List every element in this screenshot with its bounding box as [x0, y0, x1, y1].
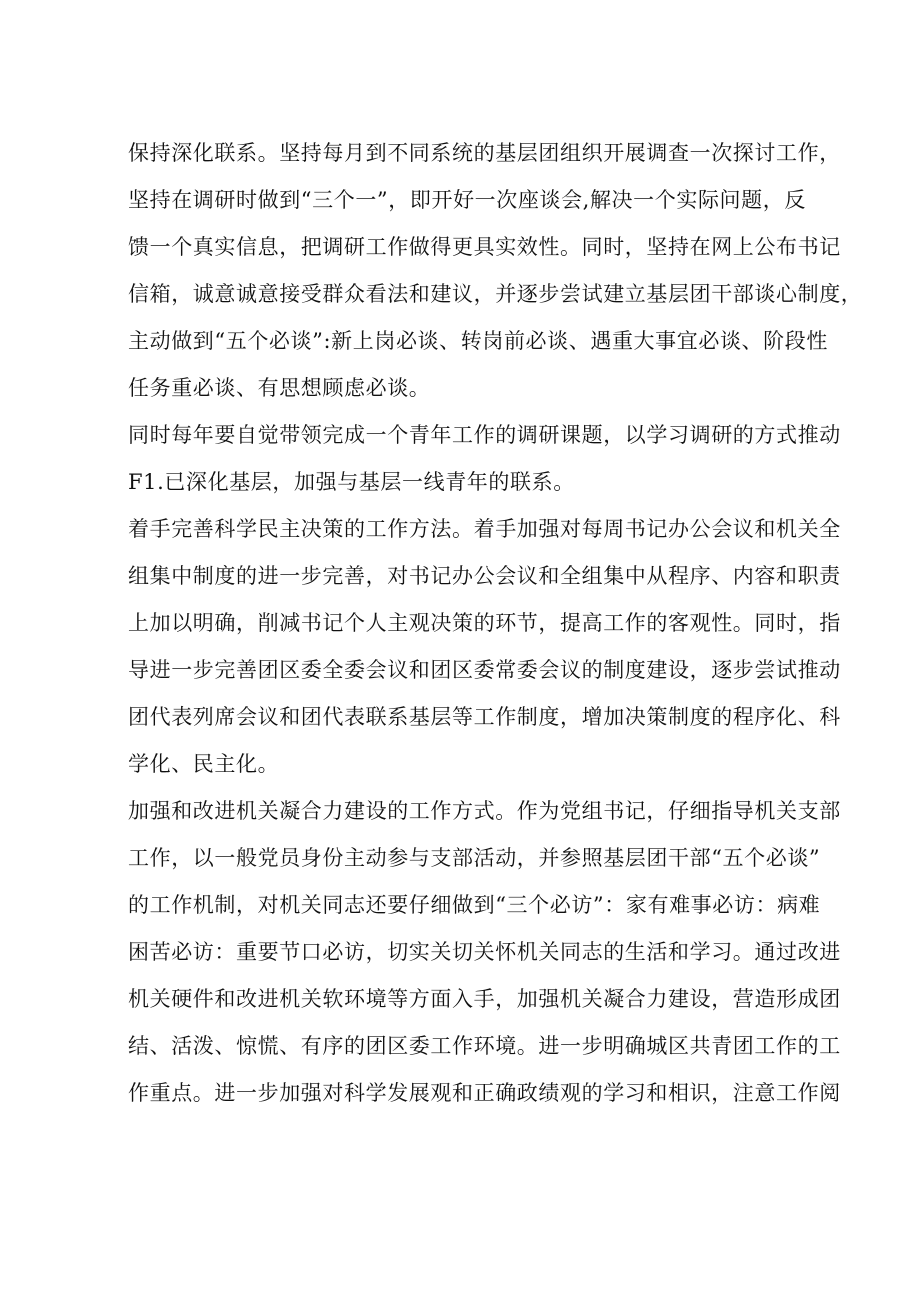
- text-line: 任务重必谈、有思想顾虑必谈。: [128, 376, 431, 400]
- text-line: 上加以明确，削减书记个人主观决策的环节，提高工作的客观性。同时，指: [128, 611, 841, 635]
- text-line: 保持深化联系。坚持每月到不同系统的基层团组织开展调查一次探讨工作，: [128, 141, 841, 165]
- paragraph-decision: [128, 506, 841, 788]
- paragraph-research: [128, 412, 841, 506]
- text-line: 馈一个真实信息，把调研工作做得更具实效性。同时，坚持在网上公布书记: [128, 235, 841, 259]
- text-line: 加强和改进机关凝合力建设的工作方式。作为党组书记，仔细指导机关支部: [128, 799, 841, 823]
- text-line: 结、活泼、惊慌、有序的团区委工作环境。进一步明确城区共青团工作的工: [128, 1034, 841, 1058]
- text-line: F1.已深化基层，加强与基层一线青年的联系。: [128, 470, 575, 494]
- text-line: 机关硬件和改进机关软环境等方面入手，加强机关凝合力建设，营造形成团: [128, 987, 841, 1011]
- text-line: 学化、民主化。: [128, 752, 280, 776]
- paragraph-contact: [128, 130, 863, 412]
- document-page: [128, 130, 863, 1117]
- paragraph-cohesion: [128, 788, 841, 1117]
- text-line: 同时每年要自觉带领完成一个青年工作的调研课题，以学习调研的方式推动: [128, 423, 841, 447]
- text-line: 主动做到“五个必谈”:新上岗必谈、转岗前必谈、遇重大事宜必谈、阶段性: [128, 329, 828, 353]
- text-line: 的工作机制，对机关同志还要仔细做到“三个必访”：家有难事必访：病难: [128, 893, 821, 917]
- text-line: 作重点。进一步加强对科学发展观和正确政绩观的学习和相识，注意工作阅: [128, 1081, 841, 1105]
- text-line: 坚持在调研时做到“三个一”，即开好一次座谈会,解决一个实际问题，反: [128, 188, 806, 212]
- text-line: 困苦必访：重要节口必访，切实关切关怀机关同志的生活和学习。通过改进: [128, 940, 841, 964]
- text-line: 工作，以一般党员身份主动参与支部活动，并参照基层团干部“五个必谈”: [128, 846, 821, 870]
- text-line: 着手完善科学民主决策的工作方法。着手加强对每周书记办公会议和机关全: [128, 517, 841, 541]
- text-line: 信箱，诚意诚意接受群众看法和建议，并逐步尝试建立基层团干部谈心制度，: [128, 282, 863, 306]
- text-line: 组集中制度的进一步完善，对书记办公会议和全组集中从程序、内容和职责: [128, 564, 841, 588]
- text-line: 团代表列席会议和团代表联系基层等工作制度，增加决策制度的程序化、科: [128, 705, 841, 729]
- text-line: 导进一步完善团区委全委会议和团区委常委会议的制度建设，逐步尝试推动: [128, 658, 841, 682]
